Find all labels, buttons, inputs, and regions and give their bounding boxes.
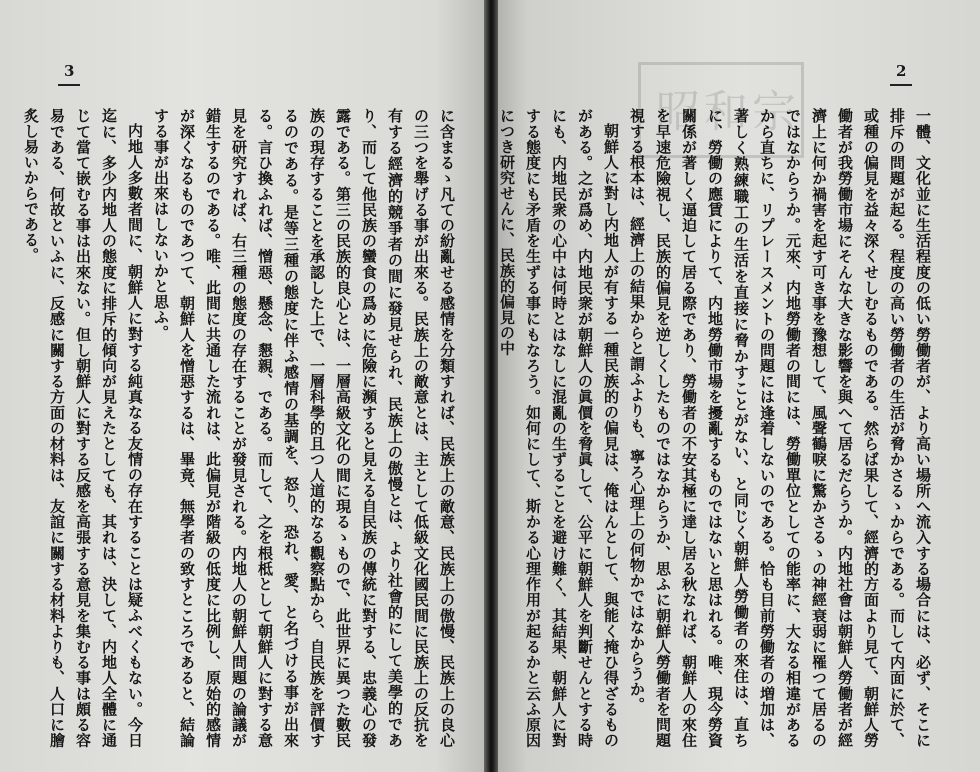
stamp-char: 昭 <box>648 88 699 132</box>
left-page <box>0 0 484 772</box>
right-paragraph-2: 朝鮮人に對し内地人が有する一種民族的の偏見は、俺はんとして、與能く掩ひ得ざるものがある。之が爲め、内地民衆が朝鮮人の眞價を脅眞して、公平に朝鮮人を判斷せんとする時にも、内地民衆の心中は何時とはなしに混亂の生ずることを避け難く、其結果、朝鮮人に對する態度にも矛盾を生ずる事にもなろう。如何にして、斯かる心理作用が起るかと云ふ原因につき研究せんに、民族的偏見の中 <box>498 108 620 748</box>
right-page <box>498 0 980 772</box>
left-page-text <box>22 108 460 748</box>
page-number-left: 3 <box>64 62 75 80</box>
left-paragraph-1: に含まるゝ凡ての紛亂せる感情を分類すれば、民族上の敵意、民族上の傲慢、民族上の良心の三つを舉げる事が出來る。民族上の敵意とは、主として低級文化國民間に民族上の反抗を有する經濟的競爭者の間に發見せられ、民族上の傲慢とは、より社會的にして美學的であり、而して他民族の蠻食の爲めに危險に瀕すると見える自民族の傳統に對する、忠義心の發露である。第三の民族的良心とは、一層高級文化の間に現るゝもので、此世界に異つた數民族の現存することを承認した上で、一層科學的且つ人道的なる觀察點から、自民族を評價するのである。是等三種の態度に伴ふ感情の基調を、怒り、恐れ、愛、と名づける事が出來る。言ひ換ふれば、憎惡、懸念、懇親、である。而して、之を根柢として朝鮮人に對する意見を研究すれば、右三種の態度の存在することが發見される。内地人の朝鮮人問題の論議が錯生するのである。唯、此間に共通した流れは、此偏見が階級の低度に比例し、原始的感情が深くなるものであつて、朝鮮人を憎惡するは、畢竟、無學者の致すところであると、結論する事が出來はしないかと思ふ。 <box>152 108 456 748</box>
stamp-char: 宗 <box>744 88 795 132</box>
right-page-text <box>498 108 936 748</box>
stamp-char: 和 <box>696 88 747 132</box>
left-paragraph-2: 内地人多數者間に、朝鮮人に對する純真なる友情の存在することは疑ふべくもない。今日迄に、多少内地人の態度に排斥的傾向が見えたとしても、其れは、決して、内地人全體に通じて當て嵌むる事は出來ない。但し朝鮮人に對する反感を高張する意見を集むる事は頗る容易である、何故といふに、反感に關する方面の材料は、友誼に關する材料よりも、人口に膾炙し易いからである。 <box>22 108 144 748</box>
book-gutter <box>484 0 498 772</box>
page-number-right: 2 <box>896 62 907 80</box>
right-paragraph-1: 一體、文化並に生活程度の低い勞働者が、より高い場所へ流入する場合には、必ず、そこに排斥の問題が起る。程度の高い勞働者の生活が脅かさるゝからである。而して内面に於て、或種の偏見を益々深くせしむるものである。然らば果して、經濟的方面より見て、朝鮮人勞働者が我勞働市場にそんな大きな影響を與へて居るだらうか。内地社會は朝鮮人勞働者が經濟上に何か禍害を起す可き事を豫想して、風聲鶴唳に驚かさるゝの神經衰弱に罹つて居るのではなからうか。元來、内地勞働者の間には、勞働單位としての能率に、大なる相違があるから直ちに、リプレースメントの問題には逢着しないのである。恰も目前勞働者の増加は、著しく熟練職工の生活を直接に脅かすことがない、と同じく朝鮮人勞働者の來住は、直ちに、勞働の應賃によりて、内地勞働市場を擾亂するものではないと思はれる。唯、現今勞資關係が著しく逼迫して居る際であり、勞働者の不安其極に達し居る秋なれば、朝鮮人の來住を早速危險視し、民族的偏見を逆しくしたものではなからうか、思ふに朝鮮人勞働者を問題視する根本は、經濟上の結果からと謂ふよりも、寧ろ心理上の何物かではなからうか。 <box>628 108 932 748</box>
